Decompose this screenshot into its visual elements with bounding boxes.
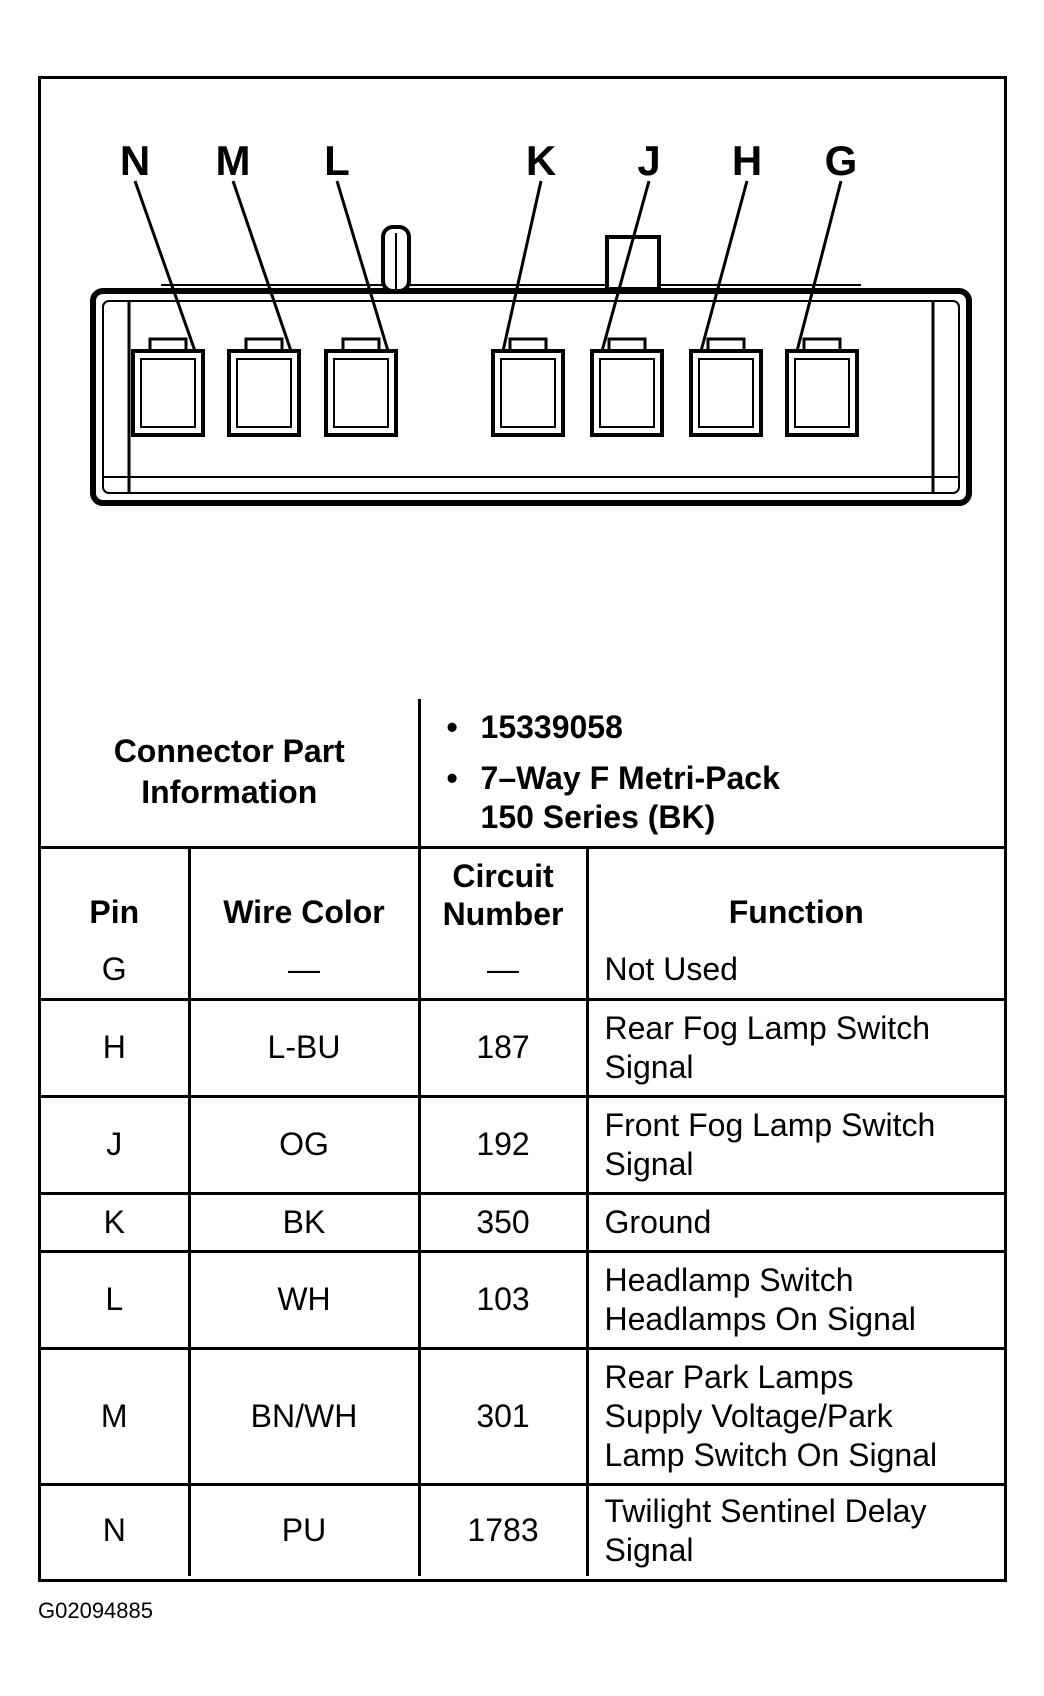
part-info-label-line1: Connector Part [113, 733, 345, 770]
circuit-number-cell: 103 [419, 1251, 587, 1348]
leader-line [233, 181, 291, 351]
circuit-number-cell: — [419, 941, 587, 999]
leader-line [701, 181, 747, 351]
cavity-labels [120, 137, 858, 351]
pin-cell: G [41, 941, 189, 999]
table-row [41, 1348, 1004, 1484]
function-cell [587, 1348, 1004, 1484]
table-row [41, 941, 1004, 999]
header-circuit-number: Circuit Number [419, 847, 587, 941]
function-cell [587, 941, 1004, 999]
circuit-number-cell: 187 [419, 999, 587, 1096]
table-header-row [41, 847, 1004, 941]
connector-figure-frame [38, 76, 1007, 1582]
table-body [41, 941, 1004, 1576]
pin-cell: M [41, 1348, 189, 1484]
header-pin: Pin [41, 847, 189, 941]
function-text-line: Rear Park Lamps [604, 1358, 854, 1395]
connector-info-table [41, 699, 1004, 1576]
circuit-number-cell: 192 [419, 1096, 587, 1193]
table-row [41, 1251, 1004, 1348]
pin-cell: L [41, 1251, 189, 1348]
cavity-g [787, 339, 857, 435]
wire-color-cell: L-BU [189, 999, 419, 1096]
cavity-label: L [324, 137, 350, 184]
circuit-number-cell: 350 [419, 1193, 587, 1251]
cavity-j [592, 339, 662, 435]
leader-line [797, 181, 841, 351]
circuit-number-cell: 1783 [419, 1484, 587, 1576]
cavity-label: M [215, 137, 251, 184]
header-wire-color: Wire Color [189, 847, 419, 941]
cavity-label: K [525, 137, 557, 184]
part-description: • 7–Way F Metri-Pack 150 Series (BK) [481, 759, 1005, 837]
wire-color-cell: PU [189, 1484, 419, 1576]
cavity-label: H [731, 137, 763, 184]
table-row [41, 999, 1004, 1096]
function-cell [587, 1484, 1004, 1576]
cavity-label: N [119, 137, 151, 184]
function-text-line: Signal [604, 1531, 694, 1568]
locking-tab [607, 237, 659, 289]
function-text-line: Headlamp Switch [604, 1261, 854, 1298]
header-function: Function [587, 847, 1004, 941]
part-info-row [41, 699, 1004, 847]
part-info-label-line2: Information [141, 774, 318, 811]
cavity-m [229, 339, 299, 435]
cavity-label: G [824, 137, 858, 184]
cavity-l [326, 339, 396, 435]
cavity-k [493, 339, 563, 435]
function-text-line: Signal [604, 1145, 694, 1182]
table-row [41, 1096, 1004, 1193]
function-text-line: Signal [604, 1048, 694, 1085]
leader-line [503, 181, 541, 351]
table-row [41, 1484, 1004, 1576]
function-text-line: Headlamps On Signal [604, 1300, 916, 1337]
function-cell [587, 1193, 1004, 1251]
function-text-line: Twilight Sentinel Delay [604, 1492, 927, 1529]
wire-color-cell: — [189, 941, 419, 999]
function-text-line: Ground [604, 1203, 712, 1240]
function-text-line: Rear Fog Lamp Switch [604, 1009, 930, 1046]
function-cell [587, 1251, 1004, 1348]
figure-id: G02094885 [38, 1598, 153, 1623]
pin-cell: H [41, 999, 189, 1096]
function-text-line: Lamp Switch On Signal [604, 1436, 938, 1473]
pin-cell: K [41, 1193, 189, 1251]
circuit-number-cell: 301 [419, 1348, 587, 1484]
locking-post [383, 227, 409, 291]
function-text-line: Front Fog Lamp Switch [604, 1106, 936, 1143]
cavity-h [691, 339, 761, 435]
cavity-label: J [637, 137, 661, 184]
wire-color-cell: BK [189, 1193, 419, 1251]
part-number: • 15339058 [481, 708, 1005, 747]
function-text-line: Supply Voltage/Park [604, 1397, 893, 1434]
pin-cell: J [41, 1096, 189, 1193]
connector-diagram [41, 79, 1004, 699]
wire-color-cell: BN/WH [189, 1348, 419, 1484]
leader-line [135, 181, 195, 351]
table-row [41, 1193, 1004, 1251]
connector-cavities [133, 339, 857, 435]
function-cell [587, 1096, 1004, 1193]
function-text-line: Not Used [604, 950, 738, 987]
wire-color-cell: WH [189, 1251, 419, 1348]
cavity-n [133, 339, 203, 435]
leader-line [337, 181, 388, 351]
wire-color-cell: OG [189, 1096, 419, 1193]
part-info-values [419, 699, 1004, 847]
pin-cell: N [41, 1484, 189, 1576]
part-info-label [41, 699, 419, 847]
function-cell [587, 999, 1004, 1096]
